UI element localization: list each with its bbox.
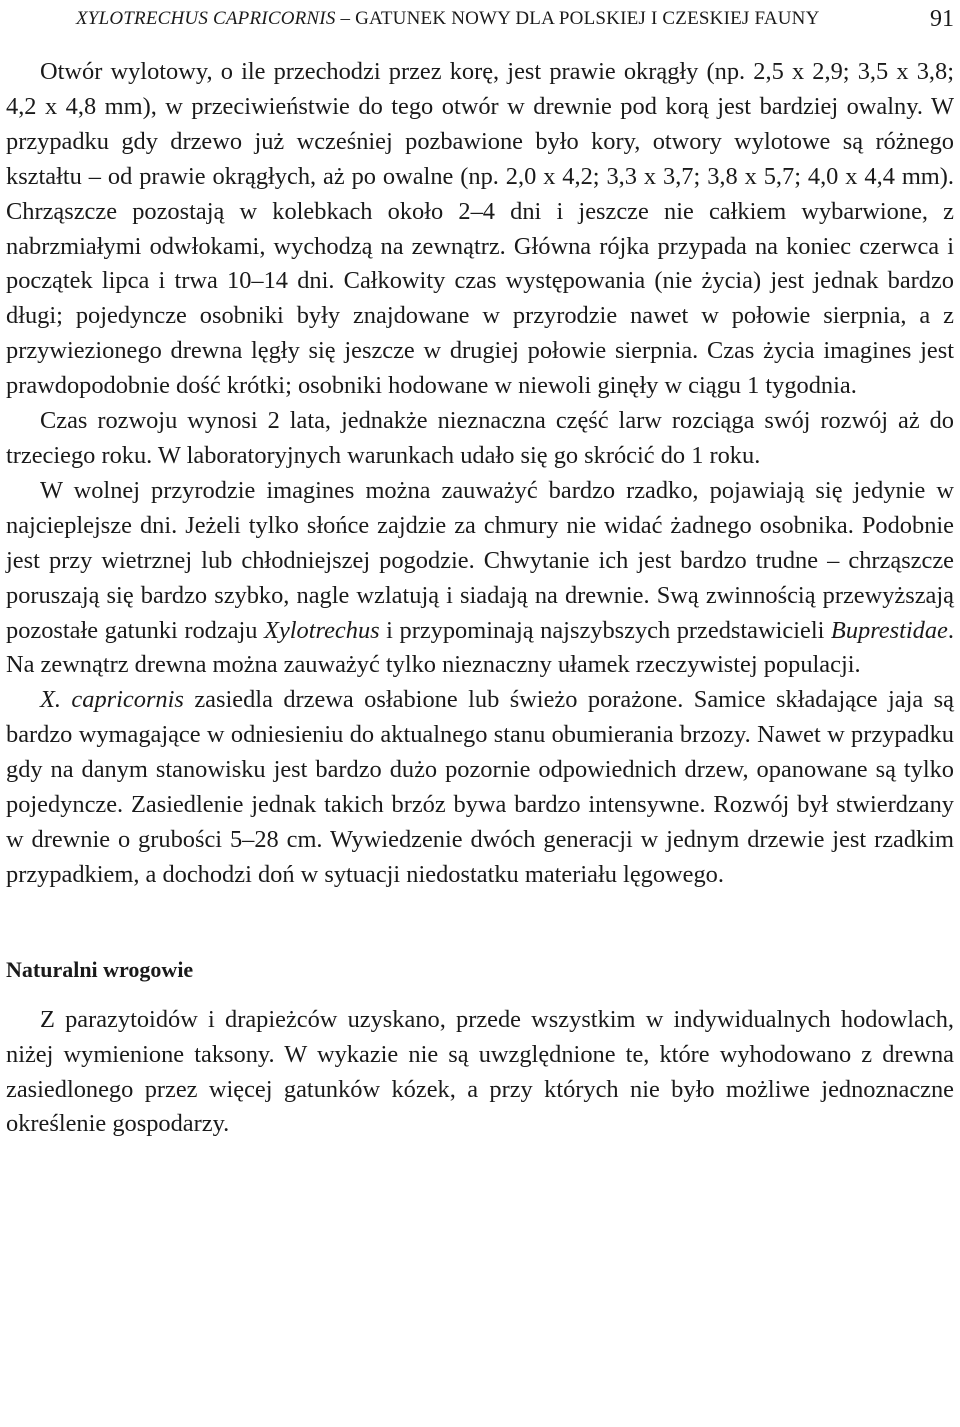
paragraph-imago-behaviour — [6, 474, 954, 683]
running-head-subtitle: GATUNEK NOWY DLA POLSKIEJ I CZESKIEJ FAUNY — [355, 8, 820, 29]
page-number: 91 — [930, 6, 954, 32]
taxon-name: Buprestidae — [830, 616, 948, 644]
section-heading: Naturalni wrogowie — [6, 956, 194, 982]
running-head — [6, 0, 954, 38]
running-head-title — [76, 0, 820, 38]
paragraph-exit-holes: Otwór wylotowy, o ile przechodzi przez korę, jest prawie okrągły (np. 2,5 x 2,9; 3,5 x 3,8; 4,2 x 4,8 mm), w przeciwieństwie do tego otwór w drewnie pod korą jest bardziej owalny. W przypadku gdy drzewo już wcześniej pozbawione było kory, otwory wylotowe są różnego kształtu – od prawie okrągłych, aż po owalne (np. 2,0 x 4,2; 3,3 x 3,7; 3,8 x 5,7; 4,0 x 4,4 mm). Chrząszcze pozostają w kolebkach około 2–4 dni i jeszcze nie całkiem wybarwione, z nabrzmiałymi odwłokami, wychodzą na zewnątrz. Główna rójka przypada na koniec czerwca i początek lipca i trwa 10–14 dni. Całkowity czas występowania (nie życia) jest jednak bardzo długi; pojedyncze osobniki były znajdowane w przyrodzie nawet w połowie sierpnia, a z przywiezionego drewna lęgły się jeszcze w drugiej połowie sierpnia. Czas życia imagines jest prawdopodobnie dość krótki; osobniki hodowane w niewoli ginęły w ciągu 1 tygodnia. — [6, 58, 954, 400]
paragraph-natural-enemies: Z parazytoidów i drapieżców uzyskano, przede wszystkim w indywidualnych hodowlach, niżej wymienione taksony. W wykazie nie są uwzględnione te, które wyhodowano z drewna zasiedlonego przez więcej gatunków kózek, a przy których nie było możliwe jednoznaczne określenie gospodarzy. — [6, 1005, 954, 1138]
taxon-name: X. capricornis — [40, 686, 184, 714]
running-head-genus: XYLOTRECHUS CAPRICORNIS — [76, 8, 336, 29]
paragraph-text: W wolnej przyrodzie imagines można zauważyć bardzo rzadko, pojawiają się jedynie w najcieplejsze dni. Jeżeli tylko słońce zajdzie za chmury nie widać żadnego osobnika. Podobnie jest przy wietrznej lub chłodniejszej pogodzie. Chwytanie ich jest bardzo trudne – chrząszcze poruszają się bardzo szybko, nagle wzlatują i siadają na drewnie. Swą zwinnością przewyższają pozostałe gatunki rodzaju — [6, 476, 954, 644]
body-text — [6, 55, 954, 1142]
paragraph-development-time: Czas rozwoju wynosi 2 lata, jednakże nieznaczna część larw rozciąga swój rozwój aż do trzeciego roku. W laboratoryjnych warunkach udało się go skrócić do 1 roku. — [6, 407, 954, 469]
paragraph-text: . Na zewnątrz drewna można zauważyć tylko nieznaczny ułamek rzeczywistej populacji. — [6, 616, 954, 679]
paragraph-text: zasiedla drzewa osłabione lub świeżo porażone. Samice składające jaja są bardzo wymagające w odniesieniu do aktualnego stanu obumierania brzozy. Nawet w przypadku gdy na danym stanowisku jest bardzo dużo pozornie odpowiednich drzew, opanowane są tylko pojedyncze. Zasiedlenie jednak takich brzóz bywa bardzo intensywne. Rozwój był stwierdzany w drewnie o grubości 5–28 cm. Wywiedzenie dwóch generacji w jednym drzewie jest rzadkim przypadkiem, a dochodzi doń w sytuacji niedostatku materiału lęgowego. — [6, 686, 954, 888]
running-head-dash: – — [340, 8, 351, 29]
document-page — [6, 0, 954, 1142]
paragraph-text: i przypominają najszybszych przedstawicieli — [379, 616, 831, 644]
paragraph-host-trees — [6, 683, 954, 892]
taxon-name: Xylotrechus — [264, 616, 380, 644]
